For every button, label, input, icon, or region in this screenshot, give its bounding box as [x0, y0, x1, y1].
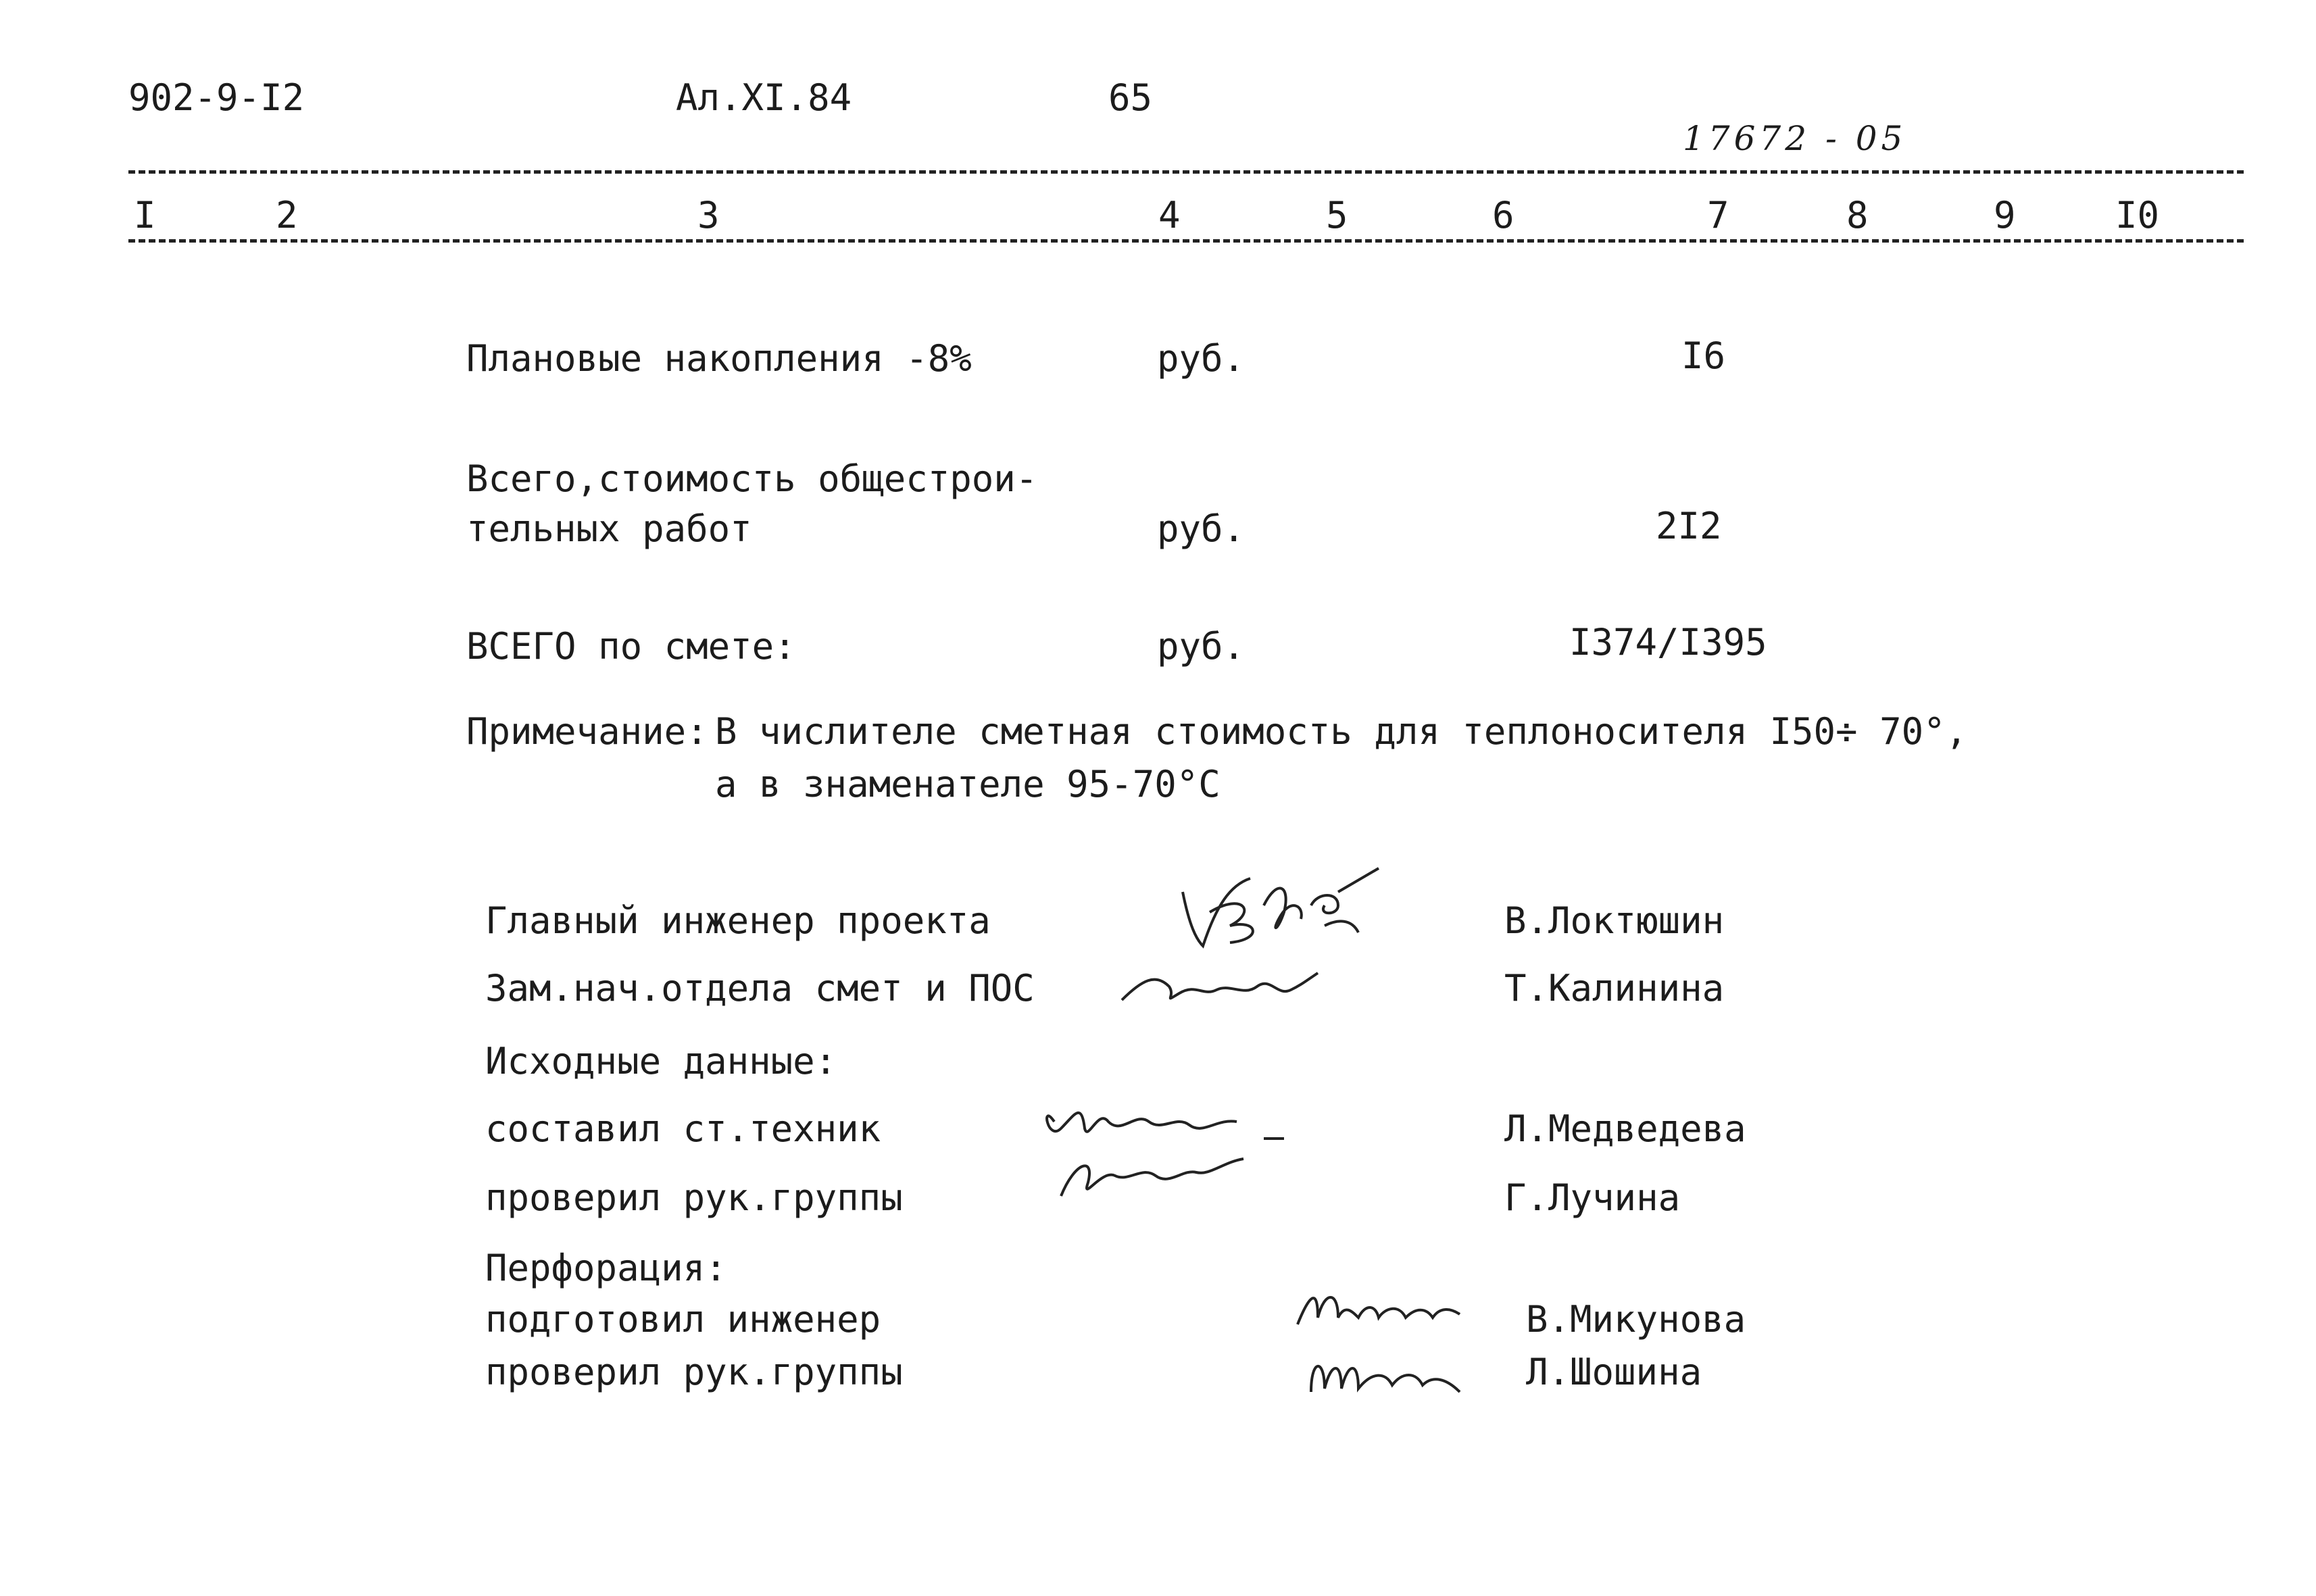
column-number: 9: [1994, 194, 2016, 236]
signature-role: Главный инженер проекта: [485, 899, 991, 942]
signature-name: В.Локтюшин: [1504, 899, 1725, 942]
signature-role: Перфорация:: [485, 1247, 727, 1289]
row-unit: руб.: [1157, 337, 1246, 380]
row-label: Плановые накопления -8%: [466, 337, 972, 380]
signature-role: Зам.нач.отдела смет и ПОС: [485, 967, 1035, 1009]
note-line: В числителе сметная стоимость для теплоносителя I50÷ 70°,: [715, 710, 1968, 753]
column-number: 7: [1707, 194, 1729, 236]
note-line: а в знаменателе 95-70°С: [715, 763, 1221, 805]
row-label: Всего,стоимость общестрои-: [466, 457, 1038, 500]
row-unit: руб.: [1157, 507, 1246, 550]
signature-name: Г.Лучина: [1504, 1176, 1681, 1219]
row-value: I6: [1681, 334, 1726, 377]
row-label: тельных работ: [466, 507, 752, 550]
column-number: 4: [1158, 194, 1181, 236]
document-code: 902-9-I2: [128, 76, 305, 119]
row-value: I374/I395: [1569, 621, 1767, 664]
signature-role: подготовил инженер: [485, 1298, 881, 1341]
column-number: 6: [1492, 194, 1514, 236]
note-prefix: Примечание:: [466, 710, 708, 753]
row-label: ВСЕГО по смете:: [466, 625, 796, 668]
handwritten-doc-number: 17672 - 05: [1683, 119, 1907, 158]
signature-role: составил ст.техник: [485, 1107, 881, 1150]
column-number: 3: [697, 194, 720, 236]
handwritten-signature: [1115, 959, 1338, 1014]
column-number: I0: [2115, 194, 2160, 236]
bottom-dashed-rule: [128, 239, 2244, 243]
page-number: 65: [1108, 76, 1153, 119]
handwritten-signature: [1169, 865, 1392, 959]
signature-role: проверил рук.группы: [485, 1176, 903, 1219]
album-number: Ал.XI.84: [676, 76, 852, 119]
signature-name: В.Микунова: [1526, 1298, 1746, 1341]
row-unit: руб.: [1157, 625, 1246, 668]
signature-name: Т.Калинина: [1504, 967, 1725, 1009]
row-value: 2I2: [1656, 505, 1722, 547]
signature-role: проверил рук.группы: [485, 1351, 903, 1393]
column-number: 2: [276, 194, 298, 236]
signature-role: Исходные данные:: [485, 1040, 837, 1082]
column-number: 5: [1326, 194, 1348, 236]
signature-name: Л.Шошина: [1526, 1351, 1702, 1393]
column-number: I: [134, 194, 156, 236]
signature-name: Л.Медведева: [1504, 1107, 1746, 1150]
column-number: 8: [1846, 194, 1869, 236]
handwritten-signature: [1034, 1088, 1318, 1210]
handwritten-signature: [1284, 1277, 1487, 1412]
top-dashed-rule: [128, 170, 2244, 174]
